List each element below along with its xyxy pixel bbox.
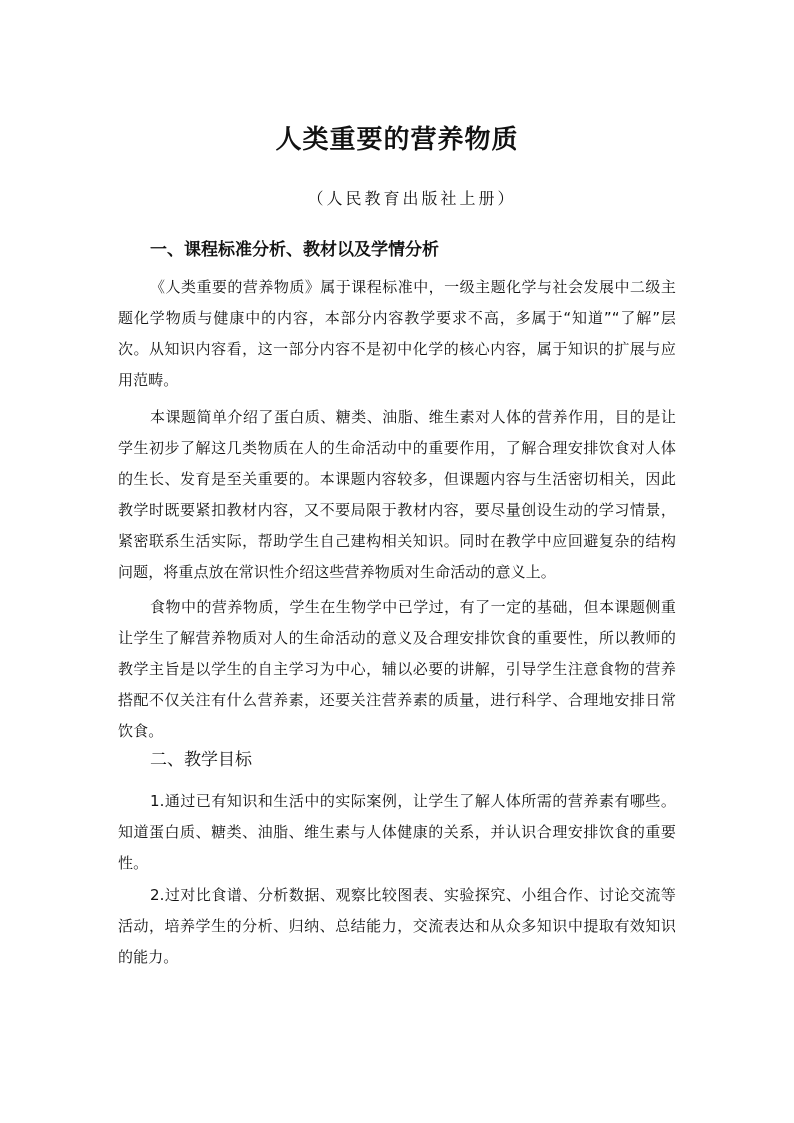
paragraph-objective-2: 2.过对比食谱、分析数据、观察比较图表、实验探究、小组合作、讨论交流等活动，培养学生的分析、归纳、总结能力，交流表达和从众多知识中提取有效知识的能力。 [118,886,676,966]
section-heading-teaching-objectives: 二、教学目标 [150,750,252,770]
paragraph-objective-1: 1.通过已有知识和生活中的实际案例，让学生了解人体所需的营养素有哪些。知道蛋白质、糖类、油脂、维生素与人体健康的关系，并认识合理安排饮食的重要性。 [118,792,676,872]
paragraph-lesson-overview: 本课题简单介绍了蛋白质、糖类、油脂、维生素对人体的营养作用，目的是让学生初步了解这几类物质在人的生命活动中的重要作用，了解合理安排饮食对人体的生长、发育是至关重要的。本课题内容较多，但课题内容与生活密切相关，因此教学时既要紧扣教材内容，又不要局限于教材内容，要尽量创设生动的学习情景，紧密联系生活实际，帮助学生自己建构相关知识。同时在教学中应回避复杂的结构问题，将重点放在常识性介绍这些营养物质对生命活动的意义上。 [118,408,676,581]
section-heading-standards-analysis: 一、课程标准分析、教材以及学情分析 [150,240,439,260]
paragraph-learner-analysis: 食物中的营养物质，学生在生物学中已学过，有了一定的基础，但本课题侧重让学生了解营养物质对人的生命活动的意义及合理安排饮食的重要性，所以教师的教学主旨是以学生的自主学习为中心，辅以必要的讲解，引导学生注意食物的营养搭配不仅关注有什么营养素，还要关注营养素的质量，进行科学、合理地安排日常饮食。 [118,598,676,740]
document-title: 人类重要的营养物质 [275,125,519,155]
document-subtitle: （人民教育出版社上册） [307,189,517,208]
paragraph-curriculum-standard: 《人类重要的营养物质》属于课程标准中，一级主题化学与社会发展中二级主题化学物质与健康中的内容，本部分内容教学要求不高，多属于“知道”“了解”层次。从知识内容看，这一部分内容不是初中化学的核心内容，属于知识的扩展与应用范畴。 [118,278,676,389]
